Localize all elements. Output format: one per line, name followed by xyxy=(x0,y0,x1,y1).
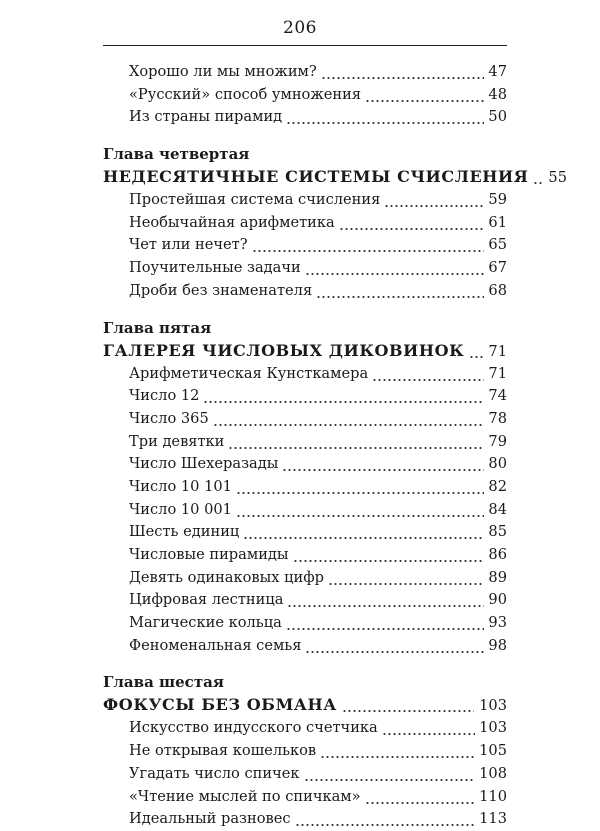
toc-entry[interactable] xyxy=(103,363,507,386)
toc-entry[interactable] xyxy=(103,521,507,544)
toc-entry-page: 79 xyxy=(488,432,507,450)
toc-entry-title: Три девятки xyxy=(129,432,225,450)
dot-leader xyxy=(372,363,484,386)
dot-leader xyxy=(295,808,476,831)
dot-leader xyxy=(469,339,483,363)
chapter-title-row[interactable] xyxy=(103,165,567,189)
toc-entry[interactable] xyxy=(103,717,507,740)
dot-leader xyxy=(321,61,485,84)
toc-entry-title: Арифметическая Кунсткамера xyxy=(129,364,369,382)
chapter-title-row[interactable] xyxy=(103,339,507,363)
dot-leader xyxy=(293,544,485,567)
toc-entry-page: 59 xyxy=(488,191,507,209)
header-rule xyxy=(103,45,507,46)
dot-leader xyxy=(533,165,543,189)
toc-entry[interactable] xyxy=(103,234,507,257)
dot-leader xyxy=(320,740,475,763)
toc-entry[interactable] xyxy=(103,589,507,612)
toc-entry[interactable] xyxy=(103,499,507,522)
toc-entry-page: 86 xyxy=(488,546,507,563)
dot-leader xyxy=(316,280,484,303)
toc-entry-page: 110 xyxy=(479,787,507,805)
toc-entry-title: Идеальный разновес xyxy=(129,810,291,828)
toc-entry[interactable] xyxy=(103,763,507,786)
toc-entry[interactable] xyxy=(103,786,507,809)
toc-entry[interactable] xyxy=(103,808,507,831)
dot-leader xyxy=(342,693,474,717)
toc-entry-page: 90 xyxy=(488,591,507,609)
chapter-page: 71 xyxy=(488,342,507,360)
toc-entry-page: 84 xyxy=(488,500,507,518)
toc-entry-title: Число 12 xyxy=(129,387,200,405)
toc-entry[interactable] xyxy=(103,385,507,408)
chapter-title: НЕДЕСЯТИЧНЫЕ СИСТЕМЫ СЧИСЛЕНИЯ xyxy=(103,167,529,187)
toc-entry-page: 105 xyxy=(479,742,507,760)
toc-entry[interactable] xyxy=(103,740,507,763)
dot-leader xyxy=(365,786,476,809)
toc-entry-page: 80 xyxy=(488,455,507,473)
dot-leader xyxy=(286,612,485,635)
dot-leader xyxy=(243,521,484,544)
toc-entry-title: Необычайная арифметика xyxy=(129,213,335,231)
toc-entry-page: 98 xyxy=(488,636,507,654)
toc-entry-page: 71 xyxy=(488,364,507,382)
toc-entry-title: «Чтение мыслей по спичкам» xyxy=(129,787,361,805)
dot-leader xyxy=(236,499,484,522)
chapter-title-row[interactable] xyxy=(103,693,507,717)
page-number: 206 xyxy=(283,18,317,38)
chapter-page: 103 xyxy=(479,697,507,715)
chapter-title: ФОКУСЫ БЕЗ ОБМАНА xyxy=(103,695,337,715)
toc-entry-title: Не открывая кошельков xyxy=(129,742,317,760)
chapter-label: Глава пятая xyxy=(103,318,212,337)
toc-entry-title: Магические кольца xyxy=(129,614,282,632)
toc-entry-title: Число Шехеразады xyxy=(129,455,279,473)
dot-leader xyxy=(282,453,484,476)
toc-entry-page: 78 xyxy=(488,409,507,427)
toc-entry-page: 47 xyxy=(488,63,507,80)
toc-entry-page: 48 xyxy=(488,85,507,103)
toc-entry[interactable] xyxy=(103,635,507,658)
toc-entry[interactable] xyxy=(103,280,507,303)
chapter-label: Глава четвертая xyxy=(103,145,250,164)
toc-entry-page: 74 xyxy=(488,387,507,405)
toc-entry[interactable] xyxy=(103,84,507,107)
dot-leader xyxy=(213,408,485,431)
chapter-page: 55 xyxy=(548,169,567,187)
toc-entry-page: 61 xyxy=(488,213,507,231)
dot-leader xyxy=(203,385,484,408)
toc-entry-title: Дроби без знаменателя xyxy=(129,281,313,299)
toc-entry-title: Девять одинаковых цифр xyxy=(129,568,324,586)
dot-leader xyxy=(236,476,484,499)
toc-entry[interactable] xyxy=(103,408,507,431)
toc-entry-title: Хорошо ли мы множим? xyxy=(129,63,317,80)
toc-entry-page: 67 xyxy=(488,259,507,277)
chapter-label: Глава шестая xyxy=(103,673,224,692)
dot-leader xyxy=(382,717,475,740)
toc-entry-page: 103 xyxy=(479,719,507,737)
toc-entry-page: 65 xyxy=(488,236,507,254)
toc-entry-title: Искусство индусского счетчика xyxy=(129,719,378,737)
dot-leader xyxy=(228,431,484,454)
dot-leader xyxy=(365,84,484,107)
dot-leader xyxy=(286,106,484,129)
toc-entry-title: «Русский» способ умножения xyxy=(129,85,362,103)
toc-entry[interactable] xyxy=(103,61,507,84)
toc-entry-title: Чет или нечет? xyxy=(129,236,248,254)
dot-leader xyxy=(384,189,484,212)
toc-entry-title: Цифровая лестница xyxy=(129,591,284,609)
toc-entry-title: Простейшая система счисления xyxy=(129,191,381,209)
dot-leader xyxy=(305,257,485,280)
dot-leader xyxy=(304,763,476,786)
toc-entry[interactable] xyxy=(103,567,507,590)
toc-entry[interactable] xyxy=(103,189,507,212)
toc-entry[interactable] xyxy=(103,453,507,476)
toc-entry-title: Феноменальная семья xyxy=(129,636,302,654)
toc-entry-page: 89 xyxy=(488,568,507,586)
chapter-title: ГАЛЕРЕЯ ЧИСЛОВЫХ ДИКОВИНОК xyxy=(103,340,465,360)
toc-entry[interactable] xyxy=(103,212,507,235)
toc-entry-title: Из страны пирамид xyxy=(129,108,283,126)
toc-entry[interactable] xyxy=(103,612,507,635)
toc-entry-title: Угадать число спичек xyxy=(129,764,300,782)
toc-entry-title: Число 10 001 xyxy=(129,500,232,518)
dot-leader xyxy=(305,635,484,658)
toc-entry-title: Шесть единиц xyxy=(129,523,240,541)
toc-entry-title: Число 365 xyxy=(129,409,209,427)
table-of-contents xyxy=(103,61,567,831)
toc-entry-page: 82 xyxy=(488,477,507,495)
dot-leader xyxy=(328,567,484,590)
toc-entry-page: 113 xyxy=(479,810,507,828)
toc-entry-title: Числовые пирамиды xyxy=(129,546,289,563)
dot-leader xyxy=(287,589,484,612)
toc-entry-page: 50 xyxy=(488,108,507,126)
toc-entry-title: Поучительные задачи xyxy=(129,259,301,277)
toc-entry-page: 93 xyxy=(488,614,507,632)
toc-entry[interactable] xyxy=(103,544,507,567)
toc-entry[interactable] xyxy=(103,257,507,280)
dot-leader xyxy=(252,234,485,257)
toc-entry-page: 108 xyxy=(479,764,507,782)
toc-entry[interactable] xyxy=(103,106,507,129)
toc-entry[interactable] xyxy=(103,476,507,499)
toc-entry-title: Число 10 101 xyxy=(129,477,232,495)
dot-leader xyxy=(339,212,485,235)
toc-entry[interactable] xyxy=(103,431,507,454)
toc-entry-page: 85 xyxy=(488,523,507,541)
toc-entry-page: 68 xyxy=(488,281,507,299)
